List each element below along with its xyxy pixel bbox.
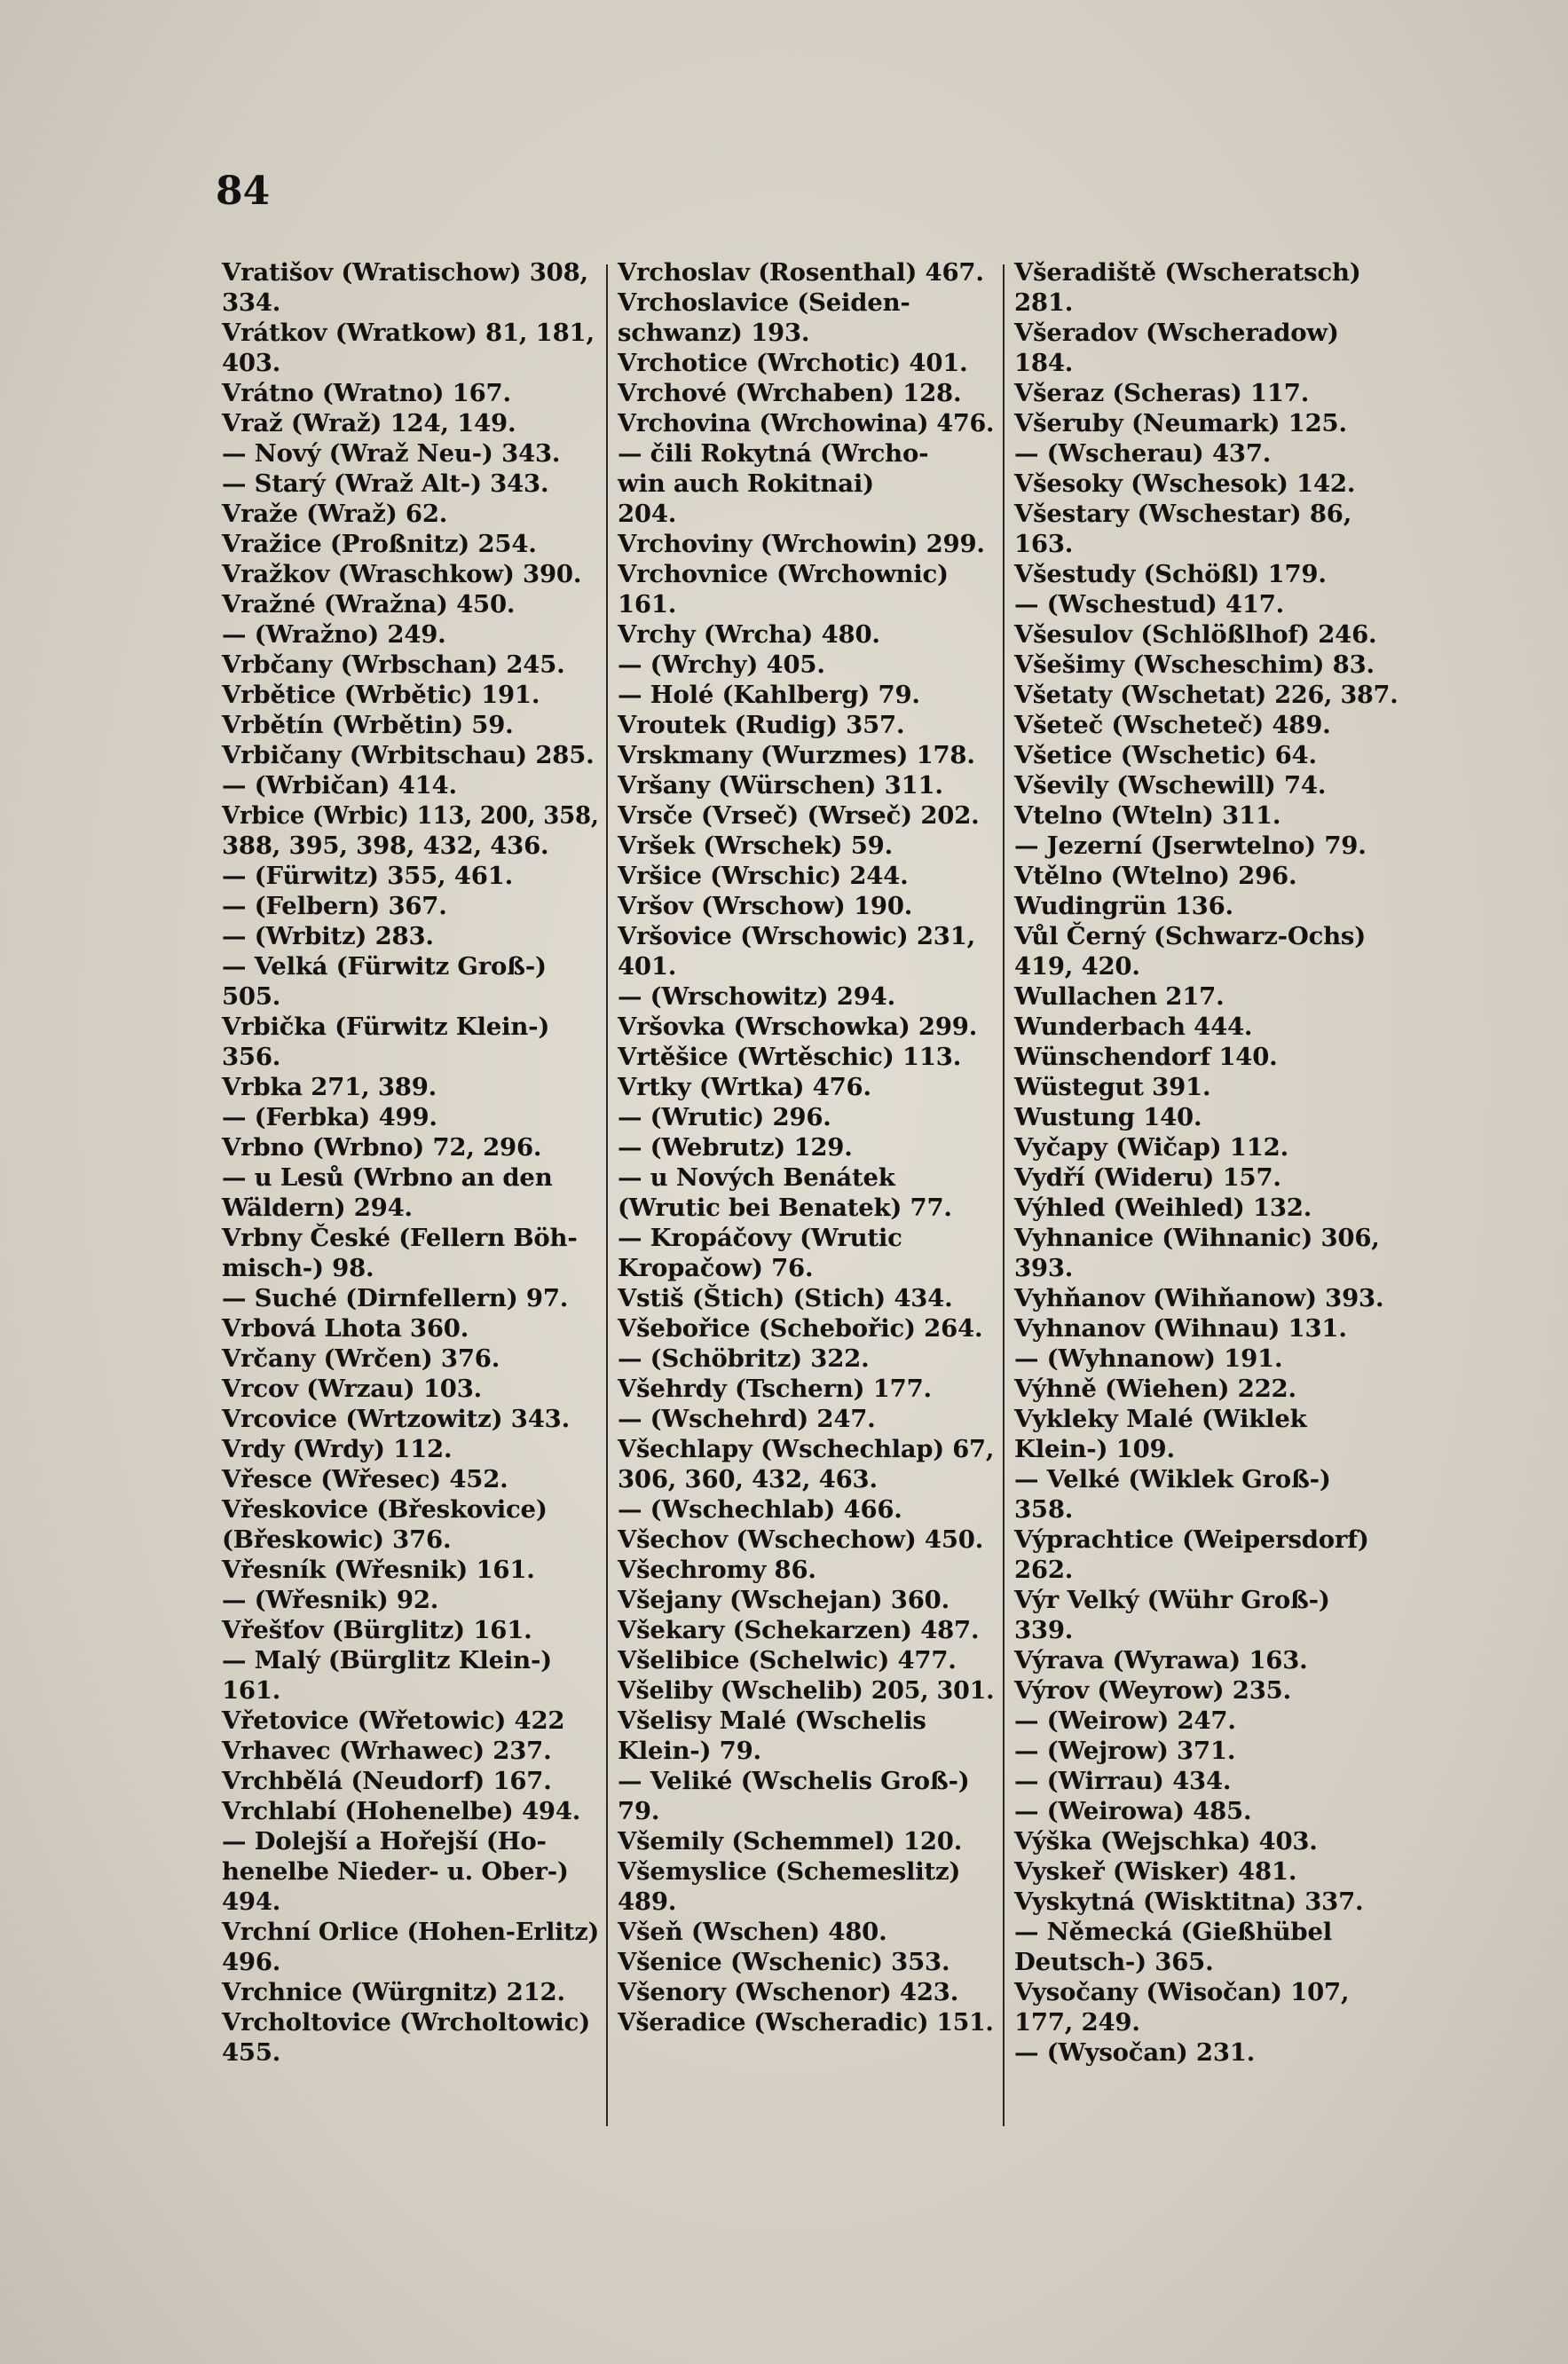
index-entry: Vřetovice (Wřetowic) 422 (222, 1706, 565, 1735)
index-entry: 184. (1014, 349, 1074, 377)
index-entry: 455. (222, 2038, 281, 2067)
index-entry: Vrdy (Wrdy) 112. (222, 1435, 453, 1463)
index-entry: 393. (1014, 1254, 1074, 1282)
index-entry: Klein-) 79. (618, 1737, 761, 1765)
index-entry: 494. (222, 1887, 281, 1916)
index-entry: 496. (222, 1948, 281, 1976)
index-entry: 79. (618, 1797, 660, 1825)
index-entry: Vrchlabí (Hohenelbe) 494. (222, 1797, 581, 1825)
index-entry: Všechlapy (Wschechlap) 67, (618, 1435, 995, 1463)
index-entry: Vraž (Wraž) 124, 149. (222, 409, 516, 437)
index-entry: 281. (1014, 288, 1074, 317)
index-entry: Vrtky (Wrtka) 476. (618, 1073, 871, 1101)
index-entry: Všeteč (Wscheteč) 489. (1014, 711, 1331, 739)
index-entry: Vrátkov (Wratkow) 81, 181, (222, 319, 595, 347)
index-entry: Vratišov (Wratischow) 308, (222, 258, 588, 287)
index-entry: Wünschendorf 140. (1014, 1043, 1278, 1071)
index-entry: 161. (618, 590, 677, 619)
index-entry: Vřešťov (Bürglitz) 161. (222, 1616, 532, 1644)
index-entry: Vřesník (Wřesnik) 161. (222, 1556, 535, 1584)
index-entry: Všemyslice (Schemeslitz) (618, 1857, 961, 1886)
index-entry: henelbe Nieder- u. Ober-) (222, 1857, 569, 1886)
index-entry: Všesulov (Schlößlhof) 246. (1014, 620, 1377, 649)
index-entry: Vrbička (Fürwitz Klein-) (222, 1013, 550, 1041)
index-entry: Vysočany (Wisočan) 107, (1014, 1978, 1350, 2006)
index-entry: Vrchoviny (Wrchowin) 299. (618, 530, 985, 558)
index-entry: Výhně (Wiehen) 222. (1014, 1375, 1296, 1403)
index-entry: — (Wirrau) 434. (1014, 1767, 1232, 1795)
index-entry: 339. (1014, 1616, 1074, 1644)
index-entry: 388, 395, 398, 432, 436. (222, 831, 549, 860)
index-entry: Všešimy (Wscheschim) 83. (1014, 650, 1375, 679)
index-entry: Deutsch-) 365. (1014, 1948, 1214, 1976)
index-entry: Vykleky Malé (Wiklek (1014, 1405, 1307, 1433)
index-entry: — (Wyhnanow) 191. (1014, 1344, 1283, 1373)
index-entry: Vrchnice (Würgnitz) 212. (222, 1978, 565, 2006)
index-entry: 262. (1014, 1556, 1074, 1584)
index-entry: — (Fürwitz) 355, 461. (222, 862, 513, 890)
index-entry: Všechov (Wschechow) 450. (618, 1525, 984, 1554)
index-entry: Vrcholtovice (Wrcholtowic) (222, 2008, 591, 2037)
index-entry: 204. (618, 500, 677, 528)
index-entry: Vršovka (Wrschowka) 299. (618, 1013, 978, 1041)
index-entry: Všemily (Schemmel) 120. (618, 1827, 963, 1856)
index-entry: Všeň (Wschen) 480. (618, 1918, 887, 1946)
index-entry: Vtelno (Wteln) 311. (1014, 801, 1281, 830)
index-entry: Všejany (Wschejan) 360. (618, 1586, 949, 1614)
index-entry: — (Schöbritz) 322. (618, 1344, 870, 1373)
index-entry: Vrčany (Wrčen) 376. (222, 1344, 500, 1373)
index-entry: schwanz) 193. (618, 319, 810, 347)
index-entry: Wunderbach 444. (1014, 1013, 1253, 1041)
index-entry: — Velká (Fürwitz Groß-) (222, 952, 547, 981)
index-column-3 (1014, 257, 1398, 2068)
index-entry: 489. (618, 1887, 677, 1916)
index-entry: Všesoky (Wschesok) 142. (1014, 469, 1356, 498)
index-entry: Výhled (Weihled) 132. (1014, 1194, 1312, 1222)
index-entry: — (Wrutic) 296. (618, 1103, 831, 1131)
index-entry: Vyskeř (Wisker) 481. (1014, 1857, 1297, 1886)
index-entry: Vrhavec (Wrhawec) 237. (222, 1737, 552, 1765)
index-entry: Vršovice (Wrschowic) 231, (618, 922, 976, 950)
index-entry: Vrbka 271, 389. (222, 1073, 437, 1101)
index-entry: Vrchové (Wrchaben) 128. (618, 379, 962, 407)
index-entry: Všelisy Malé (Wschelis (618, 1706, 926, 1735)
index-entry: Vršek (Wrschek) 59. (618, 831, 893, 860)
index-entry: Wullachen 217. (1014, 982, 1225, 1011)
index-entry: Vrchovina (Wrchowina) 476. (618, 409, 995, 437)
index-entry: Vrbětín (Wrbětin) 59. (222, 711, 514, 739)
index-entry: Vřeskovice (Břeskovice) (222, 1495, 548, 1524)
index-entry: Vrbny České (Fellern Böh- (222, 1224, 578, 1252)
index-entry: — (Wražno) 249. (222, 620, 446, 649)
index-entry: (Wrutic bei Benatek) 77. (618, 1194, 952, 1222)
index-entry: Vrbčany (Wrbschan) 245. (222, 650, 565, 679)
index-entry: Všeradiště (Wscheratsch) (1014, 258, 1361, 287)
index-entry: Vrbětice (Wrbětic) 191. (222, 681, 540, 709)
index-entry: Vrchovnice (Wrchownic) (618, 560, 949, 588)
index-entry: Vrbičany (Wrbitschau) 285. (222, 741, 595, 769)
index-entry: (Břeskowic) 376. (222, 1525, 452, 1554)
index-entry: Vyhnanov (Wihnau) 131. (1014, 1314, 1347, 1343)
index-entry: Wüstegut 391. (1014, 1073, 1211, 1101)
index-entry: Výprachtice (Weipersdorf) (1014, 1525, 1369, 1554)
index-column-1 (222, 257, 599, 2068)
index-entry: — (Wscherau) 437. (1014, 439, 1272, 468)
index-entry: — (Wschehrd) 247. (618, 1405, 876, 1433)
index-entry: Vřesce (Wřesec) 452. (222, 1465, 508, 1493)
index-entry: 334. (222, 288, 281, 317)
index-entry: — Kropáčovy (Wrutic (618, 1224, 902, 1252)
index-entry: — (Wschestud) 417. (1014, 590, 1285, 619)
index-entry: Výrov (Weyrow) 235. (1014, 1676, 1291, 1705)
index-entry: Vrchbělá (Neudorf) 167. (222, 1767, 552, 1795)
index-entry: Všestudy (Schößl) 179. (1014, 560, 1327, 588)
index-entry: — Starý (Wraž Alt-) 343. (222, 469, 549, 498)
index-entry: Všenory (Wschenor) 423. (618, 1978, 959, 2006)
index-entry: — (Webrutz) 129. (618, 1133, 853, 1162)
index-entry: — (Ferbka) 499. (222, 1103, 437, 1131)
index-entry: — (Wrschowitz) 294. (618, 982, 895, 1011)
index-entry: Všekary (Schekarzen) 487. (618, 1616, 980, 1644)
index-entry: Všelibice (Schelwic) 477. (618, 1646, 957, 1674)
index-entry: Vrcov (Wrzau) 103. (222, 1375, 483, 1403)
index-entry: Vrbno (Wrbno) 72, 296. (222, 1133, 542, 1162)
index-entry: Vrchoslavice (Seiden- (618, 288, 910, 317)
page-number: 84 (216, 169, 271, 214)
index-entry: — (Felbern) 367. (222, 892, 447, 920)
index-entry: 358. (1014, 1495, 1074, 1524)
index-entry: — Malý (Bürglitz Klein-) (222, 1646, 552, 1674)
column-divider (1003, 264, 1005, 2126)
index-entry: Vydří (Wideru) 157. (1014, 1163, 1281, 1192)
index-entry: Všeliby (Wschelib) 205, 301. (618, 1676, 995, 1705)
index-entry: 356. (222, 1043, 281, 1071)
index-entry: 403. (222, 349, 281, 377)
index-entry: Vyskytná (Wisktitna) 337. (1014, 1887, 1364, 1916)
index-entry: — (Wrbitz) 283. (222, 922, 434, 950)
index-entry: misch-) 98. (222, 1254, 374, 1282)
index-entry: — (Weirow) 247. (1014, 1706, 1236, 1735)
index-entry: — u Lesů (Wrbno an den (222, 1163, 553, 1192)
index-entry: Vražkov (Wraschkow) 390. (222, 560, 582, 588)
index-entry: — (Wschechlab) 466. (618, 1495, 902, 1524)
index-entry: Vrchotice (Wrchotic) 401. (618, 349, 968, 377)
index-entry: — (Weirowa) 485. (1014, 1797, 1252, 1825)
index-entry: Výr Velký (Wühr Groß-) (1014, 1586, 1330, 1614)
index-entry: Vrátno (Wratno) 167. (222, 379, 511, 407)
index-entry: — (Wysočan) 231. (1014, 2038, 1256, 2067)
index-entry: Všeradov (Wscheradow) (1014, 319, 1339, 347)
index-entry: Vrbová Lhota 360. (222, 1314, 469, 1343)
index-entry: Všetice (Wschetic) 64. (1014, 741, 1317, 769)
index-column-2 (618, 257, 994, 2037)
index-entry: Vražné (Wražna) 450. (222, 590, 516, 619)
index-entry: Vstiš (Štich) (Stich) 434. (618, 1284, 953, 1312)
index-entry: Vtělno (Wtelno) 296. (1014, 862, 1297, 890)
index-entry: — Velké (Wiklek Groß-) (1014, 1465, 1331, 1493)
index-entry: Vraže (Wraž) 62. (222, 500, 448, 528)
index-entry: Kropačow) 76. (618, 1254, 814, 1282)
index-entry: — Jezerní (Jserwtelno) 79. (1014, 831, 1367, 860)
index-entry: Vrtěšice (Wrtěschic) 113. (618, 1043, 962, 1071)
index-entry: Vrbice (Wrbic) 113, 200, 358, (222, 801, 599, 830)
index-entry: — (Wrbičan) 414. (222, 771, 457, 800)
index-entry: — Veliké (Wschelis Groß-) (618, 1767, 970, 1795)
index-entry: Vrchní Orlice (Hohen-Erlitz) (222, 1918, 600, 1946)
index-entry: — u Nových Benátek (618, 1163, 895, 1192)
index-entry: Vyhňanov (Wihňanow) 393. (1014, 1284, 1384, 1312)
index-entry: Vševily (Wschewill) 74. (1014, 771, 1327, 800)
index-entry: — Německá (Gießhübel (1014, 1918, 1332, 1946)
index-entry: Všenice (Wschenic) 353. (618, 1948, 950, 1976)
index-entry: 177, 249. (1014, 2008, 1140, 2037)
index-entry: Vroutek (Rudig) 357. (618, 711, 905, 739)
index-entry: Všehrdy (Tschern) 177. (618, 1375, 932, 1403)
index-entry: 419, 420. (1014, 952, 1140, 981)
index-entry: — (Wrchy) 405. (618, 650, 825, 679)
index-entry: Vršice (Wrschic) 244. (618, 862, 909, 890)
index-entry: — (Wejrow) 371. (1014, 1737, 1236, 1765)
index-entry: Vrchoslav (Rosenthal) 467. (618, 258, 984, 287)
index-entry: Klein-) 109. (1014, 1435, 1175, 1463)
index-entry: Výrava (Wyrawa) 163. (1014, 1646, 1308, 1674)
index-entry: — (Wřesnik) 92. (222, 1586, 439, 1614)
index-entry: — Nový (Wraž Neu-) 343. (222, 439, 561, 468)
index-entry: Wustung 140. (1014, 1103, 1202, 1131)
index-entry: Výška (Wejschka) 403. (1014, 1827, 1318, 1856)
index-entry: 161. (222, 1676, 281, 1705)
index-entry: Vyhnanice (Wihnanic) 306, (1014, 1224, 1380, 1252)
column-divider (606, 264, 608, 2126)
index-entry: Wäldern) 294. (222, 1194, 413, 1222)
index-entry: Všeraz (Scheras) 117. (1014, 379, 1310, 407)
index-entry: Wudingrün 136. (1014, 892, 1233, 920)
index-entry: 505. (222, 982, 281, 1011)
index-entry: Všestary (Wschestar) 86, (1014, 500, 1352, 528)
index-entry: Vršov (Wrschow) 190. (618, 892, 913, 920)
index-entry: Všetaty (Wschetat) 226, 387. (1014, 681, 1399, 709)
index-entry: Všebořice (Schebořic) 264. (618, 1314, 983, 1343)
index-entry: 163. (1014, 530, 1074, 558)
index-entry: — Suché (Dirnfellern) 97. (222, 1284, 569, 1312)
index-entry: Vyčapy (Wičap) 112. (1014, 1133, 1288, 1162)
index-entry: — Dolejší a Hořejší (Ho- (222, 1827, 547, 1856)
index-entry: — čili Rokytná (Wrcho- (618, 439, 929, 468)
index-entry: Vražice (Proßnitz) 254. (222, 530, 537, 558)
index-entry: Všechromy 86. (618, 1556, 816, 1584)
index-entry: Vrcovice (Wrtzowitz) 343. (222, 1405, 570, 1433)
index-entry: Vrchy (Wrcha) 480. (618, 620, 880, 649)
index-entry: win auch Rokitnai) (618, 469, 874, 498)
index-entry: 401. (618, 952, 677, 981)
index-entry: Všeradice (Wscheradic) 151. (618, 2008, 994, 2037)
index-entry: — Holé (Kahlberg) 79. (618, 681, 920, 709)
index-entry: Všeruby (Neumark) 125. (1014, 409, 1347, 437)
index-entry: 306, 360, 432, 463. (618, 1465, 878, 1493)
index-entry: Vrskmany (Wurzmes) 178. (618, 741, 975, 769)
index-entry: Vrsče (Vrseč) (Wrseč) 202. (618, 801, 980, 830)
index-entry: Vršany (Würschen) 311. (618, 771, 943, 800)
index-entry: Vůl Černý (Schwarz-Ochs) (1014, 922, 1367, 950)
